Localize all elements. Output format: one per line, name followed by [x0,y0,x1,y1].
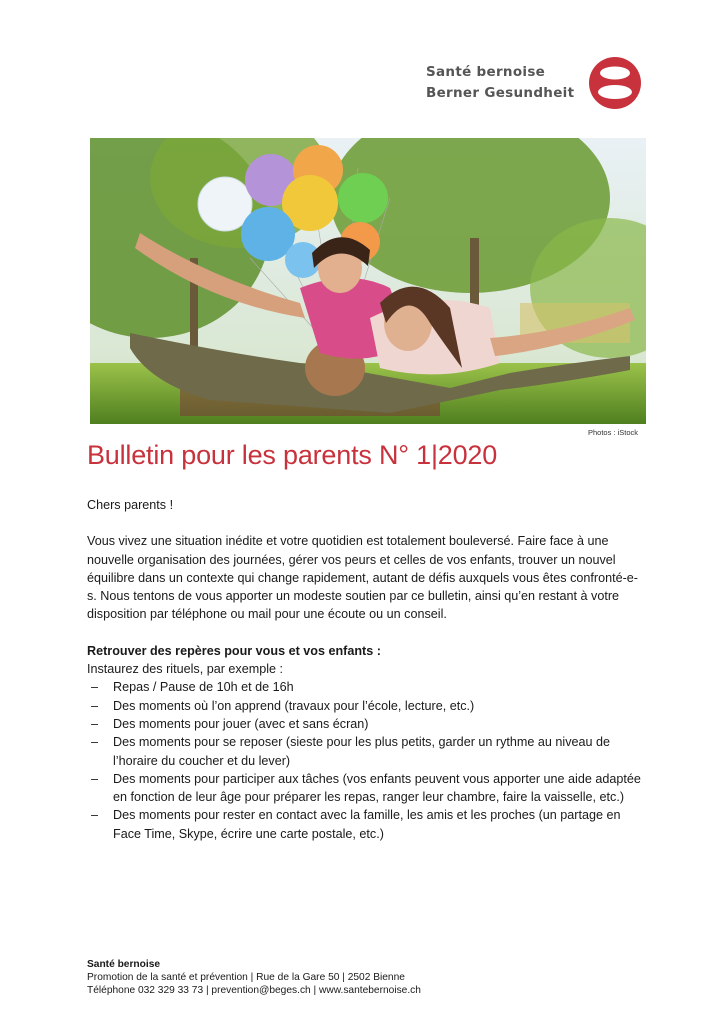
hero-photo [90,138,646,424]
list-item: – Des moments pour se reposer (sieste pour les plus petits, garder un rythme au niveau de l’horaire du coucher et du lever) [87,733,647,770]
section-lead: Instaurez des rituels, par exemple : [87,662,283,677]
logo-line-de: Berner Gesundheit [426,85,575,101]
logo-icon [588,56,642,110]
logo-wordmark [426,62,574,104]
footer-contact: Téléphone 032 329 33 73 | prevention@beges.ch | www.santebernoise.ch [87,985,421,996]
page-title: Bulletin pour les parents N° 1|2020 [87,440,498,470]
list-item: – Des moments pour participer aux tâches (vos enfants peuvent vous apporter une aide adaptée en fonction de leur âge pour préparer les repas, ranger leur chambre, faire la vaisselle, etc.) [87,770,647,807]
intro-paragraph: Vous vivez une situation inédite et votre quotidien est totalement bouleversé. Faire face à une nouvelle organisation des journées, gérer vos peurs et celles de vos enfants, trouver un nouvel équilibre dans un contexte qui change rapidement, autant de défis auxquels vous êtes confronté-e-s. Nous tentons de vous apporter un modeste soutien par ce bulletin, ainsi qu’en restant à votre disposition par téléphone ou mail pour une écoute ou un conseil. [87,534,638,622]
rituals-list [87,678,647,843]
footer [87,958,421,997]
list-item: – Des moments où l’on apprend (travaux pour l’école, lecture, etc.) [87,697,647,715]
photo-credit: Photos : iStock [587,428,638,437]
bulletin-body [87,496,647,843]
list-item: – Repas / Pause de 10h et de 16h [87,678,647,696]
list-item: – Des moments pour jouer (avec et sans écran) [87,715,647,733]
footer-org: Santé bernoise [87,959,161,970]
logo-line-fr: Santé bernoise [426,64,546,80]
list-item: – Des moments pour rester en contact avec la famille, les amis et les proches (un partage en Face Time, Skype, écrire une carte postale, etc.) [87,806,647,843]
greeting: Chers parents ! [87,498,174,512]
footer-address: Promotion de la santé et prévention | Rue de la Gare 50 | 2502 Bienne [87,972,405,983]
section-heading: Retrouver des repères pour vous et vos enfants : [87,643,381,658]
